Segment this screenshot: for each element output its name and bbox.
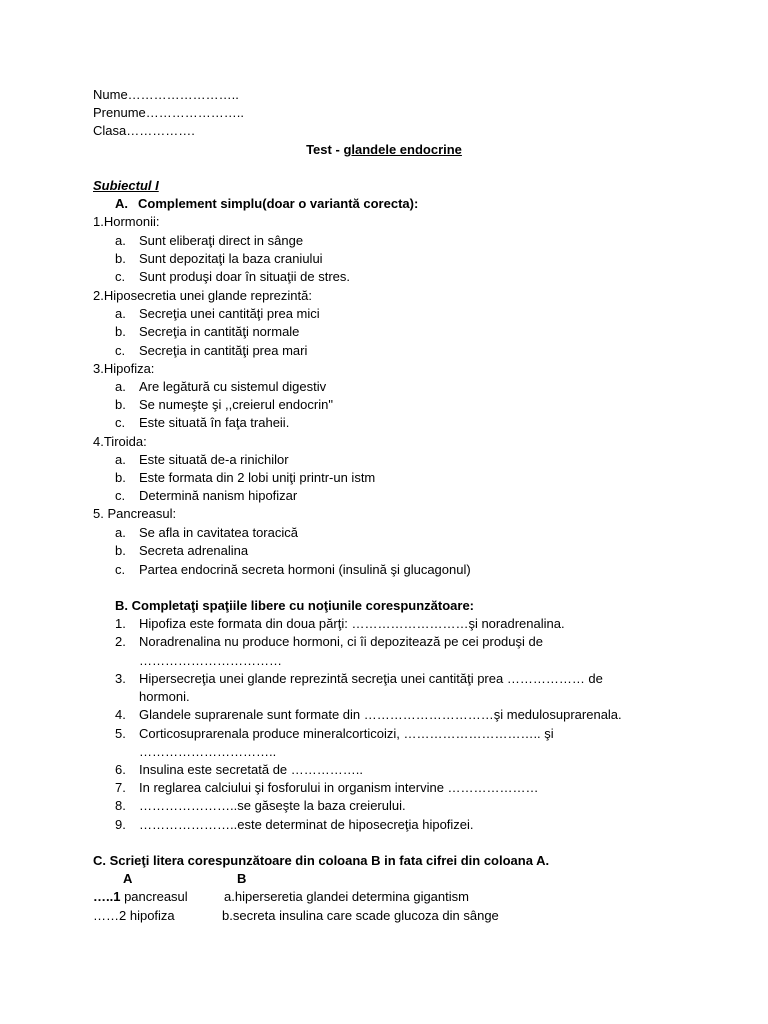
item-number: 5. [115,726,126,741]
option-marker: b. [115,397,126,412]
option-text: Se afla in cavitatea toracică [139,525,298,540]
option-text: Este formata din 2 lobi uniţi printr-un istm [139,470,376,485]
option-text: Secreţia in cantităţi prea mari [139,343,308,358]
option-marker: b. [115,543,126,558]
option-marker: c. [115,488,126,503]
column-a-header: A [123,871,133,886]
option-marker: a. [115,525,126,540]
test-title-prefix: Test [306,142,332,157]
item-number: 7. [115,780,126,795]
item-text: Glandele suprarenale sunt formate din …………………………şi medulosuprarenala. [139,707,622,722]
item-text: In reglarea calciului şi fosforului in organism intervine ………………… [139,780,539,795]
item-text-continued: …………………………… [139,653,282,668]
section-c-heading: C. Scrieţi litera corespunzătoare din coloana B in fata cifrei din coloana A. [93,853,550,868]
subject-heading: Subiectul I [93,178,159,193]
match-row-b: a.hiperseretia glandei determina gigantism [224,889,469,904]
option-marker: c. [115,562,126,577]
item-text: …………………..se găseşte la baza creierului. [139,798,406,813]
item-number: 6. [115,762,126,777]
option-marker: b. [115,470,126,485]
match-row-a [93,889,188,905]
option-marker: c. [115,343,126,358]
surname-field: Prenume………………….. [93,105,244,120]
item-number: 1. [115,616,126,631]
question-stem: 4.Tiroida: [93,434,147,449]
question-stem: 3.Hipofiza: [93,361,155,376]
column-b-header: B [237,871,247,886]
item-text: …………………..este determinat de hiposecreţia hipofizei. [139,817,474,832]
item-number: 4. [115,707,126,722]
option-marker: b. [115,324,126,339]
section-b-heading: B. Completaţi spaţiile libere cu noţiunile corespunzătoare: [115,598,475,613]
option-text: Partea endocrină secreta hormoni (insulină şi glucagonul) [139,562,471,577]
item-number: 3. [115,671,126,686]
question-stem: 1.Hormonii: [93,214,160,229]
match-row-a [93,908,175,924]
option-marker: b. [115,251,126,266]
section-a-marker: A. [115,196,128,211]
item-number: 9. [115,817,126,832]
option-text: Sunt depozitaţi la baza craniului [139,251,323,266]
item-text: Hipersecreţia unei glande reprezintă secreţia unei cantităţi prea ……………… de [139,671,603,686]
option-marker: c. [115,269,126,284]
match-item: pancreasul [120,889,188,904]
option-marker: a. [115,452,126,467]
match-item: hipofiza [126,908,175,923]
item-text: Hipofiza este formata din doua părţi: ………………………şi noradrenalina. [139,616,565,631]
section-a-heading [115,196,418,212]
item-number: 2. [115,634,126,649]
match-row-b: b.secreta insulina care scade glucoza din sânge [222,908,499,923]
item-text: Corticosuprarenala produce mineralcorticoizi, ………………………….. şi [139,726,554,741]
question-stem: 5. Pancreasul: [93,506,177,521]
option-marker: a. [115,379,126,394]
option-text: Este situată de-a rinichilor [139,452,289,467]
question-stem: 2.Hiposecretia unei glande reprezintă: [93,288,312,303]
item-text-continued: ………………………….. [139,744,277,759]
item-text: Insulina este secretată de …………….. [139,762,363,777]
item-text: Noradrenalina nu produce hormoni, ci îi depozitează pe cei produşi de [139,634,543,649]
name-field: Nume…………………….. [93,87,239,102]
option-marker: a. [115,306,126,321]
item-number: 8. [115,798,126,813]
option-text: Secreta adrenalina [139,543,249,558]
option-text: Determină nanism hipofizar [139,488,298,503]
item-text-continued: hormoni. [139,689,190,704]
test-title-sep: - [335,142,340,157]
match-prefix: …..1 [93,889,121,904]
test-title-topic: glandele endocrine [343,142,462,157]
option-text: Secreţia unei cantităţi prea mici [139,306,320,321]
option-text: Sunt eliberaţi direct in sânge [139,233,304,248]
option-marker: c. [115,415,126,430]
option-text: Secreţia in cantităţi normale [139,324,300,339]
section-a-title: Complement simplu(doar o variantă corecta): [138,196,419,211]
match-prefix: ……2 [93,908,127,923]
option-text: Este situată în faţa traheii. [139,415,290,430]
test-title [0,142,768,158]
option-text: Are legătură cu sistemul digestiv [139,379,327,394]
option-marker: a. [115,233,126,248]
option-text: Sunt produşi doar în situaţii de stres. [139,269,351,284]
class-field: Clasa……………. [93,123,195,138]
option-text: Se numeşte şi ,,creierul endocrin" [139,397,333,412]
